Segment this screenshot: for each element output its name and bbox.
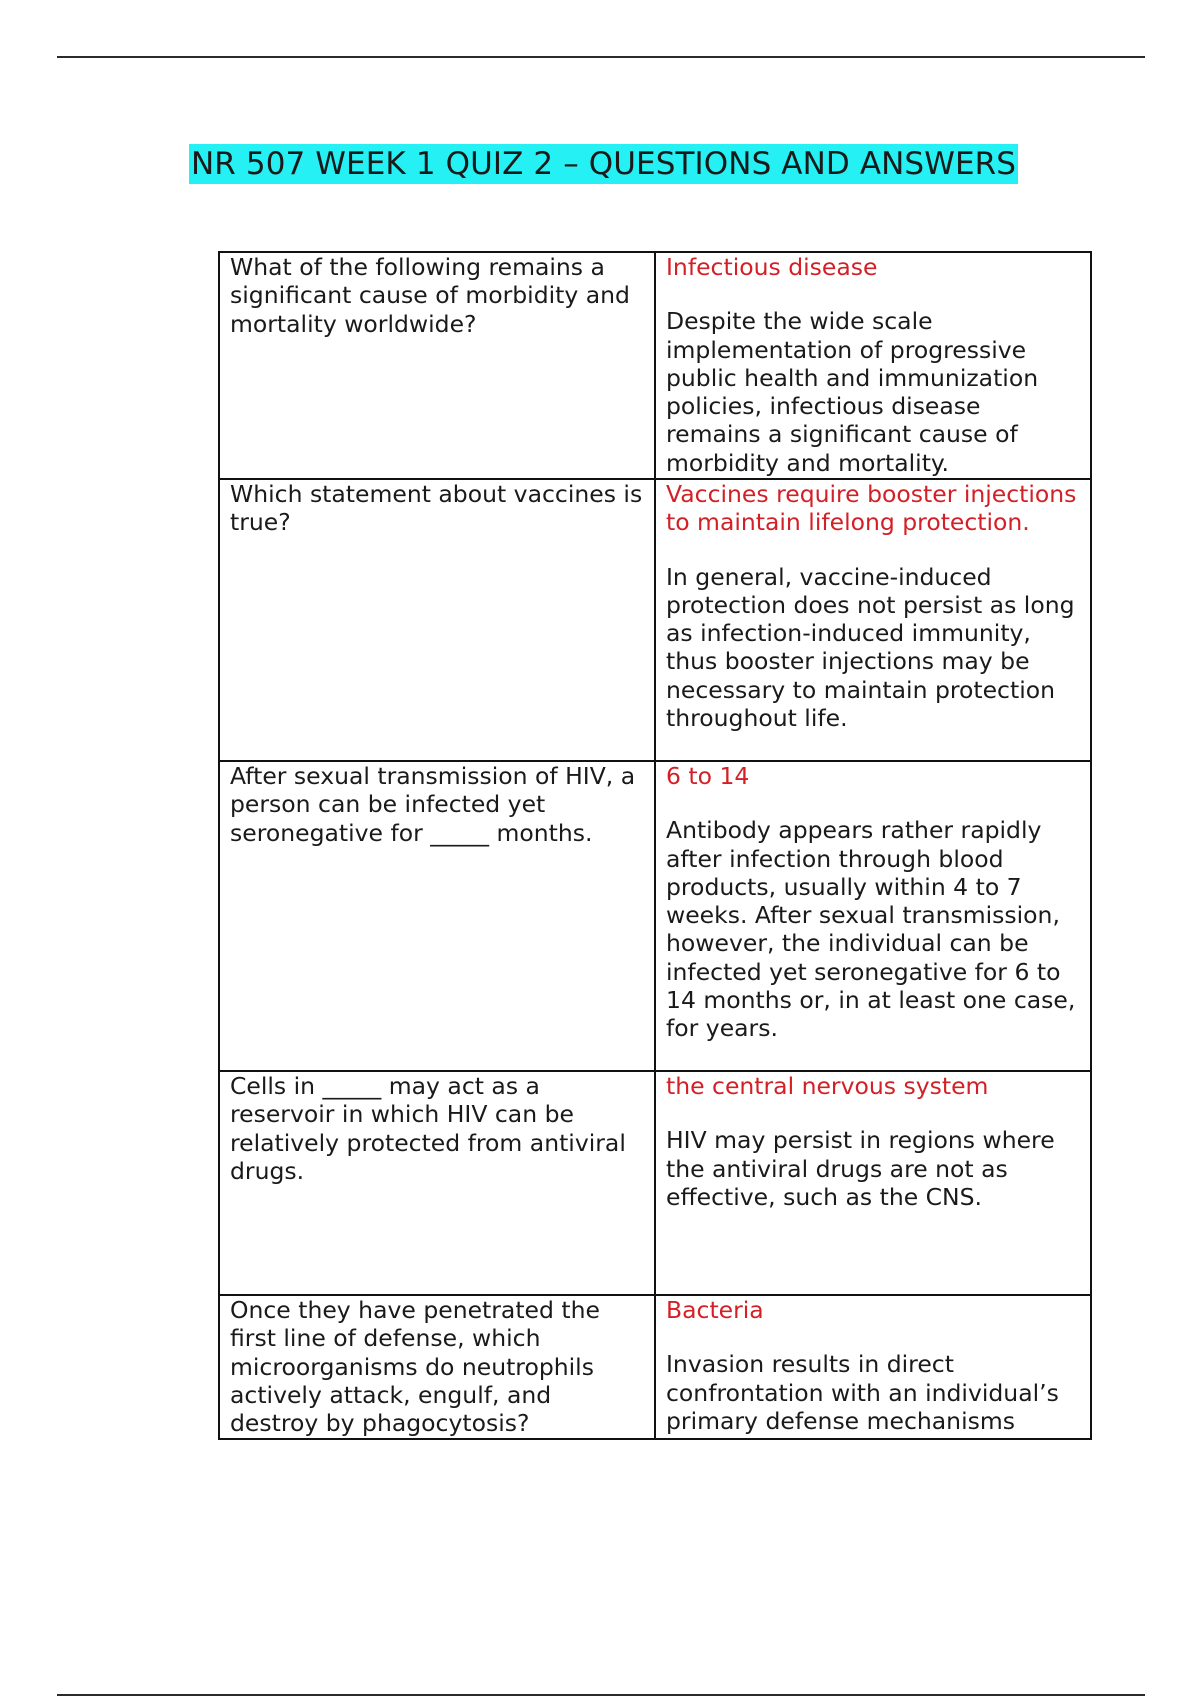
explanation-text: HIV may persist in regions where the antiviral drugs are not as effective, such as the CNS. [666,1126,1055,1211]
question-cell [219,479,655,761]
title-block [189,144,1018,184]
table-row [219,1071,1091,1295]
question-text: What of the following remains a significant cause of morbidity and mortality worldwide? [230,253,630,338]
explanation-text: Despite the wide scale implementation of progressive public health and immunization policies, infectious disease remains a significant cause of morbidity and mortality. [666,307,1039,477]
question-text: After sexual transmission of HIV, a person can be infected yet seronegative for _____ months. [230,762,636,847]
answer-text: Vaccines require booster injections to maintain lifelong protection. [666,480,1077,537]
explanation-text: Invasion results in direct confrontation with an individual’s primary defense mechanisms [666,1350,1059,1435]
answer-text: the central nervous system [666,1072,989,1100]
answer-cell [655,1295,1091,1439]
question-cell [219,252,655,479]
top-rule [57,56,1145,58]
answer-cell [655,1071,1091,1295]
qa-table [218,251,1092,1440]
question-text: Once they have penetrated the first line of defense, which microorganisms do neutrophils actively attack, engulf, and destroy by phagocytosis? [230,1296,600,1438]
answer-text: Infectious disease [666,253,878,281]
explanation-text: In general, vaccine-induced protection does not persist as long as infection-induced immunity, thus booster injections may be necessary to maintain protection throughout life. [666,562,1075,733]
page-title: NR 507 WEEK 1 QUIZ 2 – QUESTIONS AND ANSWERS [191,146,1017,182]
bottom-rule [57,1694,1145,1696]
question-cell [219,1295,655,1439]
answer-cell [655,252,1091,479]
answer-text: 6 to 14 [666,762,750,790]
question-text: Which statement about vaccines is true? [230,480,643,537]
question-cell [219,761,655,1071]
answer-cell [655,761,1091,1071]
answer-cell [655,479,1091,761]
explanation-text: Antibody appears rather rapidly after infection through blood products, usually within 4 to 7 weeks. After sexual transmission, however, the individual can be infected yet seronegative for 6 to 14 months or, in at least one case, for years. [666,816,1076,1043]
table-row [219,1295,1091,1439]
table-row [219,252,1091,479]
table-row [219,761,1091,1071]
question-cell [219,1071,655,1295]
question-text: Cells in _____ may act as a reservoir in which HIV can be relatively protected from antiviral drugs. [230,1072,626,1185]
table-row [219,479,1091,761]
answer-text: Bacteria [666,1296,764,1324]
